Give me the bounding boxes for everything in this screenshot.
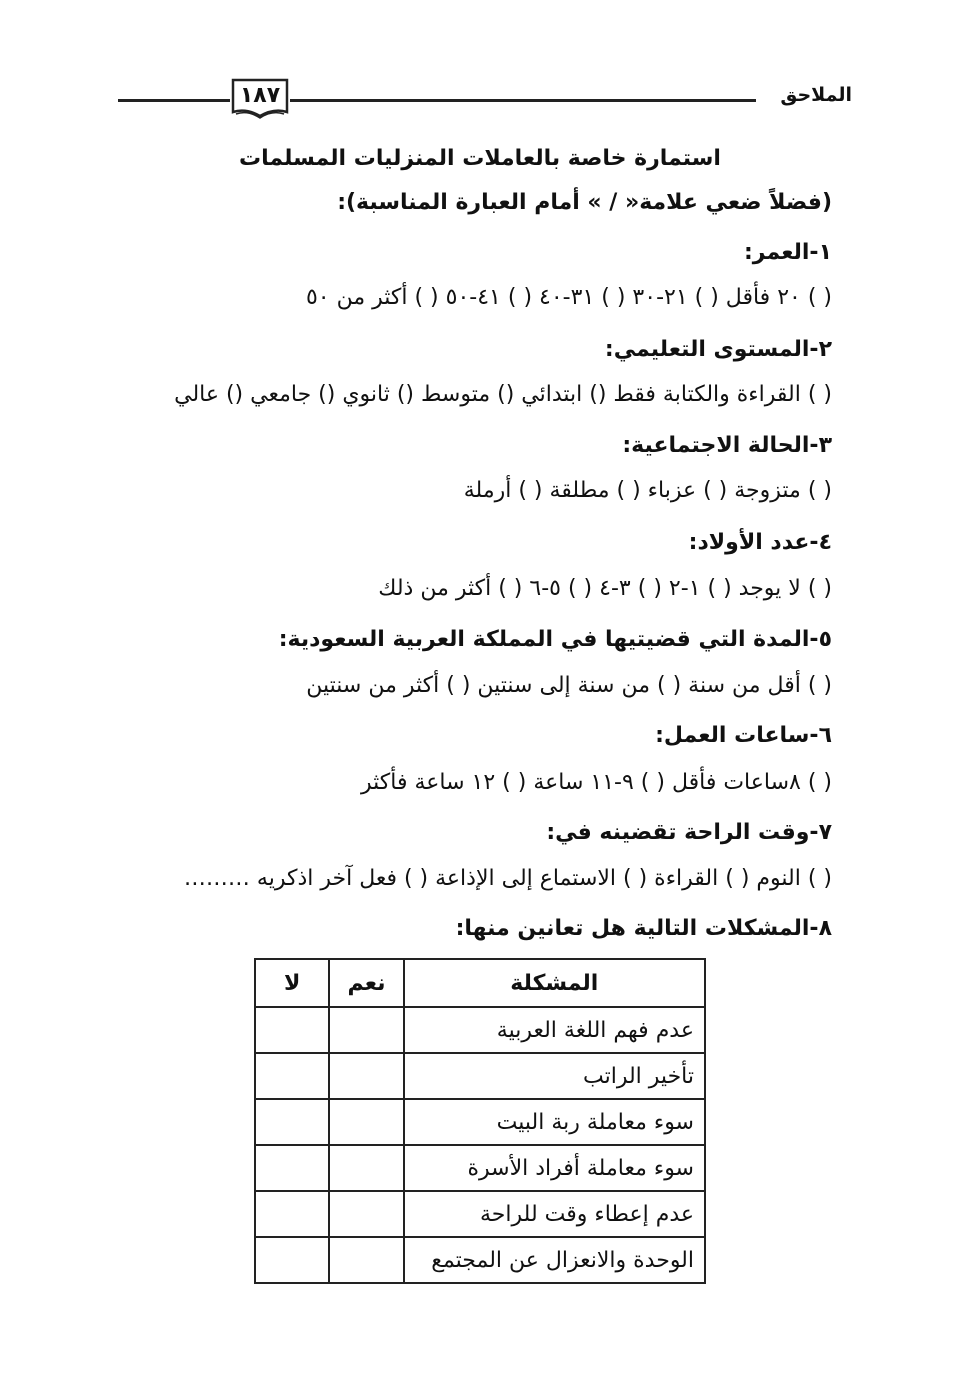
no-checkbox-cell[interactable] bbox=[255, 1237, 329, 1283]
column-header-problem: المشكلة bbox=[404, 959, 705, 1007]
problem-cell: سوء معاملة ربة البيت bbox=[404, 1099, 705, 1145]
table-row bbox=[255, 1237, 705, 1283]
question-marital-options: ( ) متزوجة ( ) عزباء ( ) مطلقة ( ) أرملة bbox=[463, 478, 832, 503]
page-number: ١٨٧ bbox=[239, 83, 281, 108]
table-row bbox=[255, 1099, 705, 1145]
table-row bbox=[255, 1145, 705, 1191]
yes-checkbox-cell[interactable] bbox=[329, 1191, 403, 1237]
question-marital-label: ٣-الحالة الاجتماعية: bbox=[622, 433, 832, 458]
no-checkbox-cell[interactable] bbox=[255, 1191, 329, 1237]
problem-cell: الوحدة والانعزال عن المجتمع bbox=[404, 1237, 705, 1283]
no-checkbox-cell[interactable] bbox=[255, 1145, 329, 1191]
form-instruction: (فضلاً ضعي علامة« / » أمام العبارة المناسبة): bbox=[337, 190, 832, 215]
question-hours-options: ( ) ٨ساعات فأقل ( ) ٩-١١ ساعة ( ) ١٢ ساعة فأكثر bbox=[361, 770, 832, 795]
header-rule-left bbox=[118, 99, 230, 102]
table-header-row bbox=[255, 959, 705, 1007]
question-children-options: ( ) لا يوجد ( ) ١-٢ ( ) ٣-٤ ( ) ٥-٦ ( ) أكثر من ذلك bbox=[378, 576, 832, 601]
question-education-label: ٢-المستوى التعليمي: bbox=[604, 337, 832, 362]
no-checkbox-cell[interactable] bbox=[255, 1099, 329, 1145]
question-hours-label: ٦-ساعات العمل: bbox=[655, 723, 832, 748]
table-row bbox=[255, 1007, 705, 1053]
yes-checkbox-cell[interactable] bbox=[329, 1099, 403, 1145]
no-checkbox-cell[interactable] bbox=[255, 1007, 329, 1053]
column-header-no: لا bbox=[255, 959, 329, 1007]
question-duration-options: ( ) أقل من سنة ( ) من سنة إلى سنتين ( ) أكثر من سنتين bbox=[306, 673, 832, 698]
problem-cell: عدم فهم اللغة العربية bbox=[404, 1007, 705, 1053]
form-title: استمارة خاصة بالعاملات المنزليات المسلمات bbox=[239, 146, 721, 171]
question-rest-label: ٧-وقت الراحة تقضينه في: bbox=[546, 820, 832, 845]
table-row bbox=[255, 1053, 705, 1099]
table-row bbox=[255, 1191, 705, 1237]
question-duration-label: ٥-المدة التي قضيتيها في المملكة العربية السعودية: bbox=[278, 627, 832, 652]
problems-table bbox=[254, 958, 706, 1284]
question-problems-label: ٨-المشكلات التالية هل تعانين منها: bbox=[455, 916, 832, 941]
yes-checkbox-cell[interactable] bbox=[329, 1145, 403, 1191]
problem-cell: عدم إعطاء وقت للراحة bbox=[404, 1191, 705, 1237]
problem-cell: سوء معاملة أفراد الأسرة bbox=[404, 1145, 705, 1191]
question-children-label: ٤-عدد الأولاد: bbox=[688, 530, 832, 555]
question-rest-options: ( ) النوم ( ) القراءة ( ) الاستماع إلى الإذاعة ( ) فعل آخر اذكريه ……… bbox=[183, 866, 832, 891]
question-age-label: ١-العمر: bbox=[743, 240, 832, 265]
question-education-options: ( ) القراءة والكتابة فقط () ابتدائي () متوسط () ثانوي () جامعي () عالي bbox=[174, 382, 832, 407]
question-age-options: ( ) ٢٠ فأقل ( ) ٢١-٣٠ ( ) ٣١-٤٠ ( ) ٤١-٥٠ ( ) أكثر من ٥٠ bbox=[305, 285, 832, 310]
yes-checkbox-cell[interactable] bbox=[329, 1237, 403, 1283]
column-header-yes: نعم bbox=[329, 959, 403, 1007]
yes-checkbox-cell[interactable] bbox=[329, 1007, 403, 1053]
section-title: الملاحق bbox=[780, 84, 852, 106]
yes-checkbox-cell[interactable] bbox=[329, 1053, 403, 1099]
problem-cell: تأخير الراتب bbox=[404, 1053, 705, 1099]
header-rule-right bbox=[290, 99, 756, 102]
page-number-badge bbox=[230, 76, 290, 120]
no-checkbox-cell[interactable] bbox=[255, 1053, 329, 1099]
